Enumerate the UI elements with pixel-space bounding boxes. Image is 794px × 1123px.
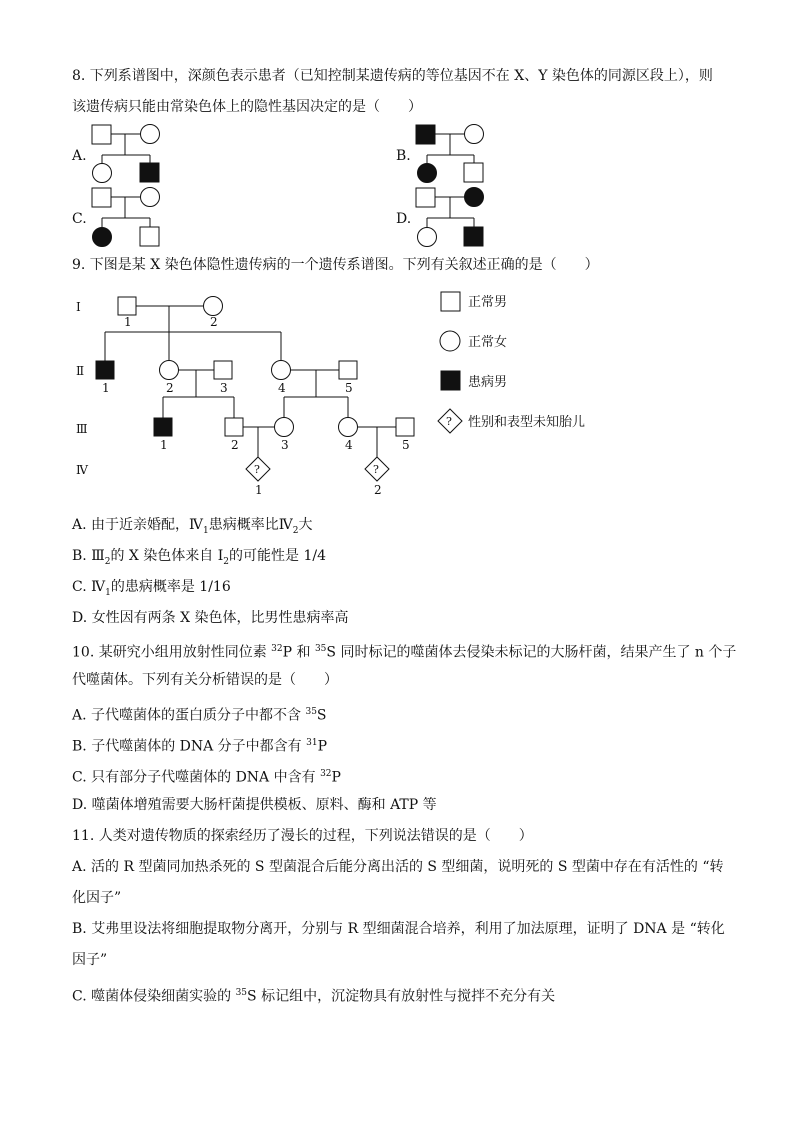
pedigree-II2-female-normal bbox=[160, 361, 179, 380]
q9-option-b[interactable] bbox=[72, 547, 326, 571]
text: 的 X 染色体来自 I bbox=[110, 548, 224, 564]
text: 的患病概率是 1/16 bbox=[110, 579, 231, 595]
text: B. Ⅲ bbox=[72, 548, 105, 564]
individual-number: 4 bbox=[345, 438, 353, 452]
text: P bbox=[317, 738, 327, 755]
q11-option-a-line1[interactable]: A. 活的 R 型菌同加热杀死的 S 型菌混合后能分离出活的 S 型细菌，说明死的 S 型菌中存在有活性的 “转 bbox=[72, 859, 724, 875]
individual-number: 4 bbox=[278, 381, 286, 395]
superscript: 35 bbox=[235, 988, 248, 998]
text: 的可能性是 1/4 bbox=[229, 548, 327, 564]
text: A. 由于近亲婚配，Ⅳ bbox=[72, 517, 203, 533]
pedigree-III5-male-normal bbox=[396, 418, 414, 436]
legend-unknown-label: 性别和表型未知胎儿 bbox=[468, 415, 586, 430]
text: A. 子代噬菌体的蛋白质分子中都不含 bbox=[72, 707, 306, 724]
generation-label-2: Ⅱ bbox=[76, 364, 85, 378]
superscript: 35 bbox=[314, 644, 327, 654]
q9-option-c[interactable] bbox=[72, 578, 231, 602]
q11-option-b-line2[interactable]: 因子” bbox=[72, 952, 108, 968]
q8-option-a-label[interactable]: A. bbox=[72, 148, 87, 164]
text: C. Ⅳ bbox=[72, 579, 106, 595]
text: S bbox=[316, 707, 327, 724]
superscript: 32 bbox=[320, 769, 332, 779]
text: C. 噬菌体侵染细菌实验的 bbox=[72, 988, 236, 1005]
legend-affected-male-label: 患病男 bbox=[468, 375, 508, 390]
q11-stem: 11. 人类对遗传物质的探索经历了漫长的过程，下列说法错误的是（ ） bbox=[72, 828, 533, 844]
q9-option-d[interactable]: D. 女性因有两条 X 染色体，比男性患病率高 bbox=[72, 610, 349, 626]
q9-stem: 9. 下图是某 X 染色体隐性遗传病的一个遗传系谱图。下列有关叙述正确的是（ ） bbox=[72, 257, 599, 273]
subscript: 1 bbox=[105, 587, 111, 598]
pedigree-III3-female-normal bbox=[275, 418, 294, 437]
individual-number: 2 bbox=[166, 381, 174, 395]
text: P 和 bbox=[282, 644, 315, 661]
individual-number: 3 bbox=[281, 438, 289, 452]
q8-option-d-label[interactable]: D. bbox=[396, 211, 412, 227]
subscript: 2 bbox=[104, 556, 111, 567]
legend-normal-male-label: 正常男 bbox=[468, 295, 508, 310]
text: 患病概率比Ⅳ bbox=[208, 517, 293, 533]
superscript: 35 bbox=[305, 707, 317, 717]
individual-number: 5 bbox=[345, 381, 353, 395]
q10-stem-line1 bbox=[72, 640, 736, 662]
q8-stem-line2: 该遗传病只能由常染色体上的隐性基因决定的是（ ） bbox=[72, 99, 422, 115]
pedigree-III2-male-normal bbox=[225, 418, 243, 436]
q8-option-c-label[interactable]: C. bbox=[72, 211, 87, 227]
individual-number: 2 bbox=[210, 315, 218, 329]
q10-option-a[interactable] bbox=[72, 703, 327, 725]
generation-label-1: Ⅰ bbox=[76, 300, 81, 314]
q11-option-b-line1[interactable]: B. 艾弗里设法将细胞提取物分离开，分别与 R 型细菌混合培养，利用了加法原理，证明了 DNA 是 “转化 bbox=[72, 921, 725, 937]
legend-normal-female-symbol bbox=[440, 331, 460, 351]
superscript: 32 bbox=[271, 644, 283, 654]
unknown-mark: ? bbox=[373, 463, 379, 476]
pedigree-II1-male-affected bbox=[96, 361, 114, 379]
pedigree-I1-male-normal bbox=[118, 297, 136, 315]
subscript: 1 bbox=[203, 525, 209, 536]
generation-label-3: Ⅲ bbox=[76, 422, 88, 436]
text: S 同时标记的噬菌体去侵染未标记的大肠杆菌，结果产生了 n 个子 bbox=[326, 644, 737, 661]
text: C. 只有部分子代噬菌体的 DNA 中含有 bbox=[72, 769, 321, 786]
q10-option-b[interactable] bbox=[72, 734, 327, 756]
pedigree-III1-male-affected bbox=[154, 418, 172, 436]
generation-label-4: Ⅳ bbox=[76, 463, 88, 477]
pedigree-II3-male-normal bbox=[214, 361, 232, 379]
text: P bbox=[331, 769, 341, 786]
individual-number: 2 bbox=[231, 438, 239, 452]
legend-normal-male-symbol bbox=[441, 292, 460, 311]
subscript: 2 bbox=[223, 556, 230, 567]
q11-option-c[interactable] bbox=[72, 984, 555, 1006]
q10-option-d[interactable]: D. 噬菌体增殖需要大肠杆菌提供模板、原料、酶和 ATP 等 bbox=[72, 797, 437, 813]
legend-affected-male-symbol bbox=[441, 371, 460, 390]
pedigree-II4-female-normal bbox=[272, 361, 291, 380]
unknown-mark: ? bbox=[446, 415, 452, 428]
individual-number: 1 bbox=[160, 438, 168, 452]
individual-number: 1 bbox=[124, 315, 132, 329]
individual-number: 5 bbox=[402, 438, 410, 452]
legend-normal-female-label: 正常女 bbox=[468, 335, 508, 350]
individual-number: 1 bbox=[102, 381, 110, 395]
superscript: 31 bbox=[306, 738, 318, 748]
individual-number: 1 bbox=[255, 483, 263, 497]
text: 大 bbox=[298, 517, 313, 533]
text: 10. 某研究小组用放射性同位素 bbox=[72, 644, 272, 661]
q10-option-c[interactable] bbox=[72, 765, 341, 787]
subscript: 2 bbox=[292, 525, 299, 536]
pedigree-I2-female-normal bbox=[204, 297, 223, 316]
q9-option-a[interactable] bbox=[72, 516, 312, 540]
text: S 标记组中，沉淀物具有放射性与搅拌不充分有关 bbox=[247, 988, 556, 1005]
q8-stem-line1: 8. 下列系谱图中，深颜色表示患者（已知控制某遗传病的等位基因不在 X、Y 染色体的同源区段上），则 bbox=[72, 68, 713, 84]
q10-stem-line2: 代噬菌体。下列有关分析错误的是（ ） bbox=[72, 672, 338, 688]
q11-option-a-line2[interactable]: 化因子” bbox=[72, 890, 122, 906]
q8-option-b-label[interactable]: B. bbox=[396, 148, 411, 164]
individual-number: 2 bbox=[374, 483, 382, 497]
individual-number: 3 bbox=[220, 381, 228, 395]
pedigree-II5-male-normal bbox=[339, 361, 357, 379]
unknown-mark: ? bbox=[254, 463, 260, 476]
pedigree-III4-female-normal bbox=[339, 418, 358, 437]
text: B. 子代噬菌体的 DNA 分子中都含有 bbox=[72, 738, 307, 755]
